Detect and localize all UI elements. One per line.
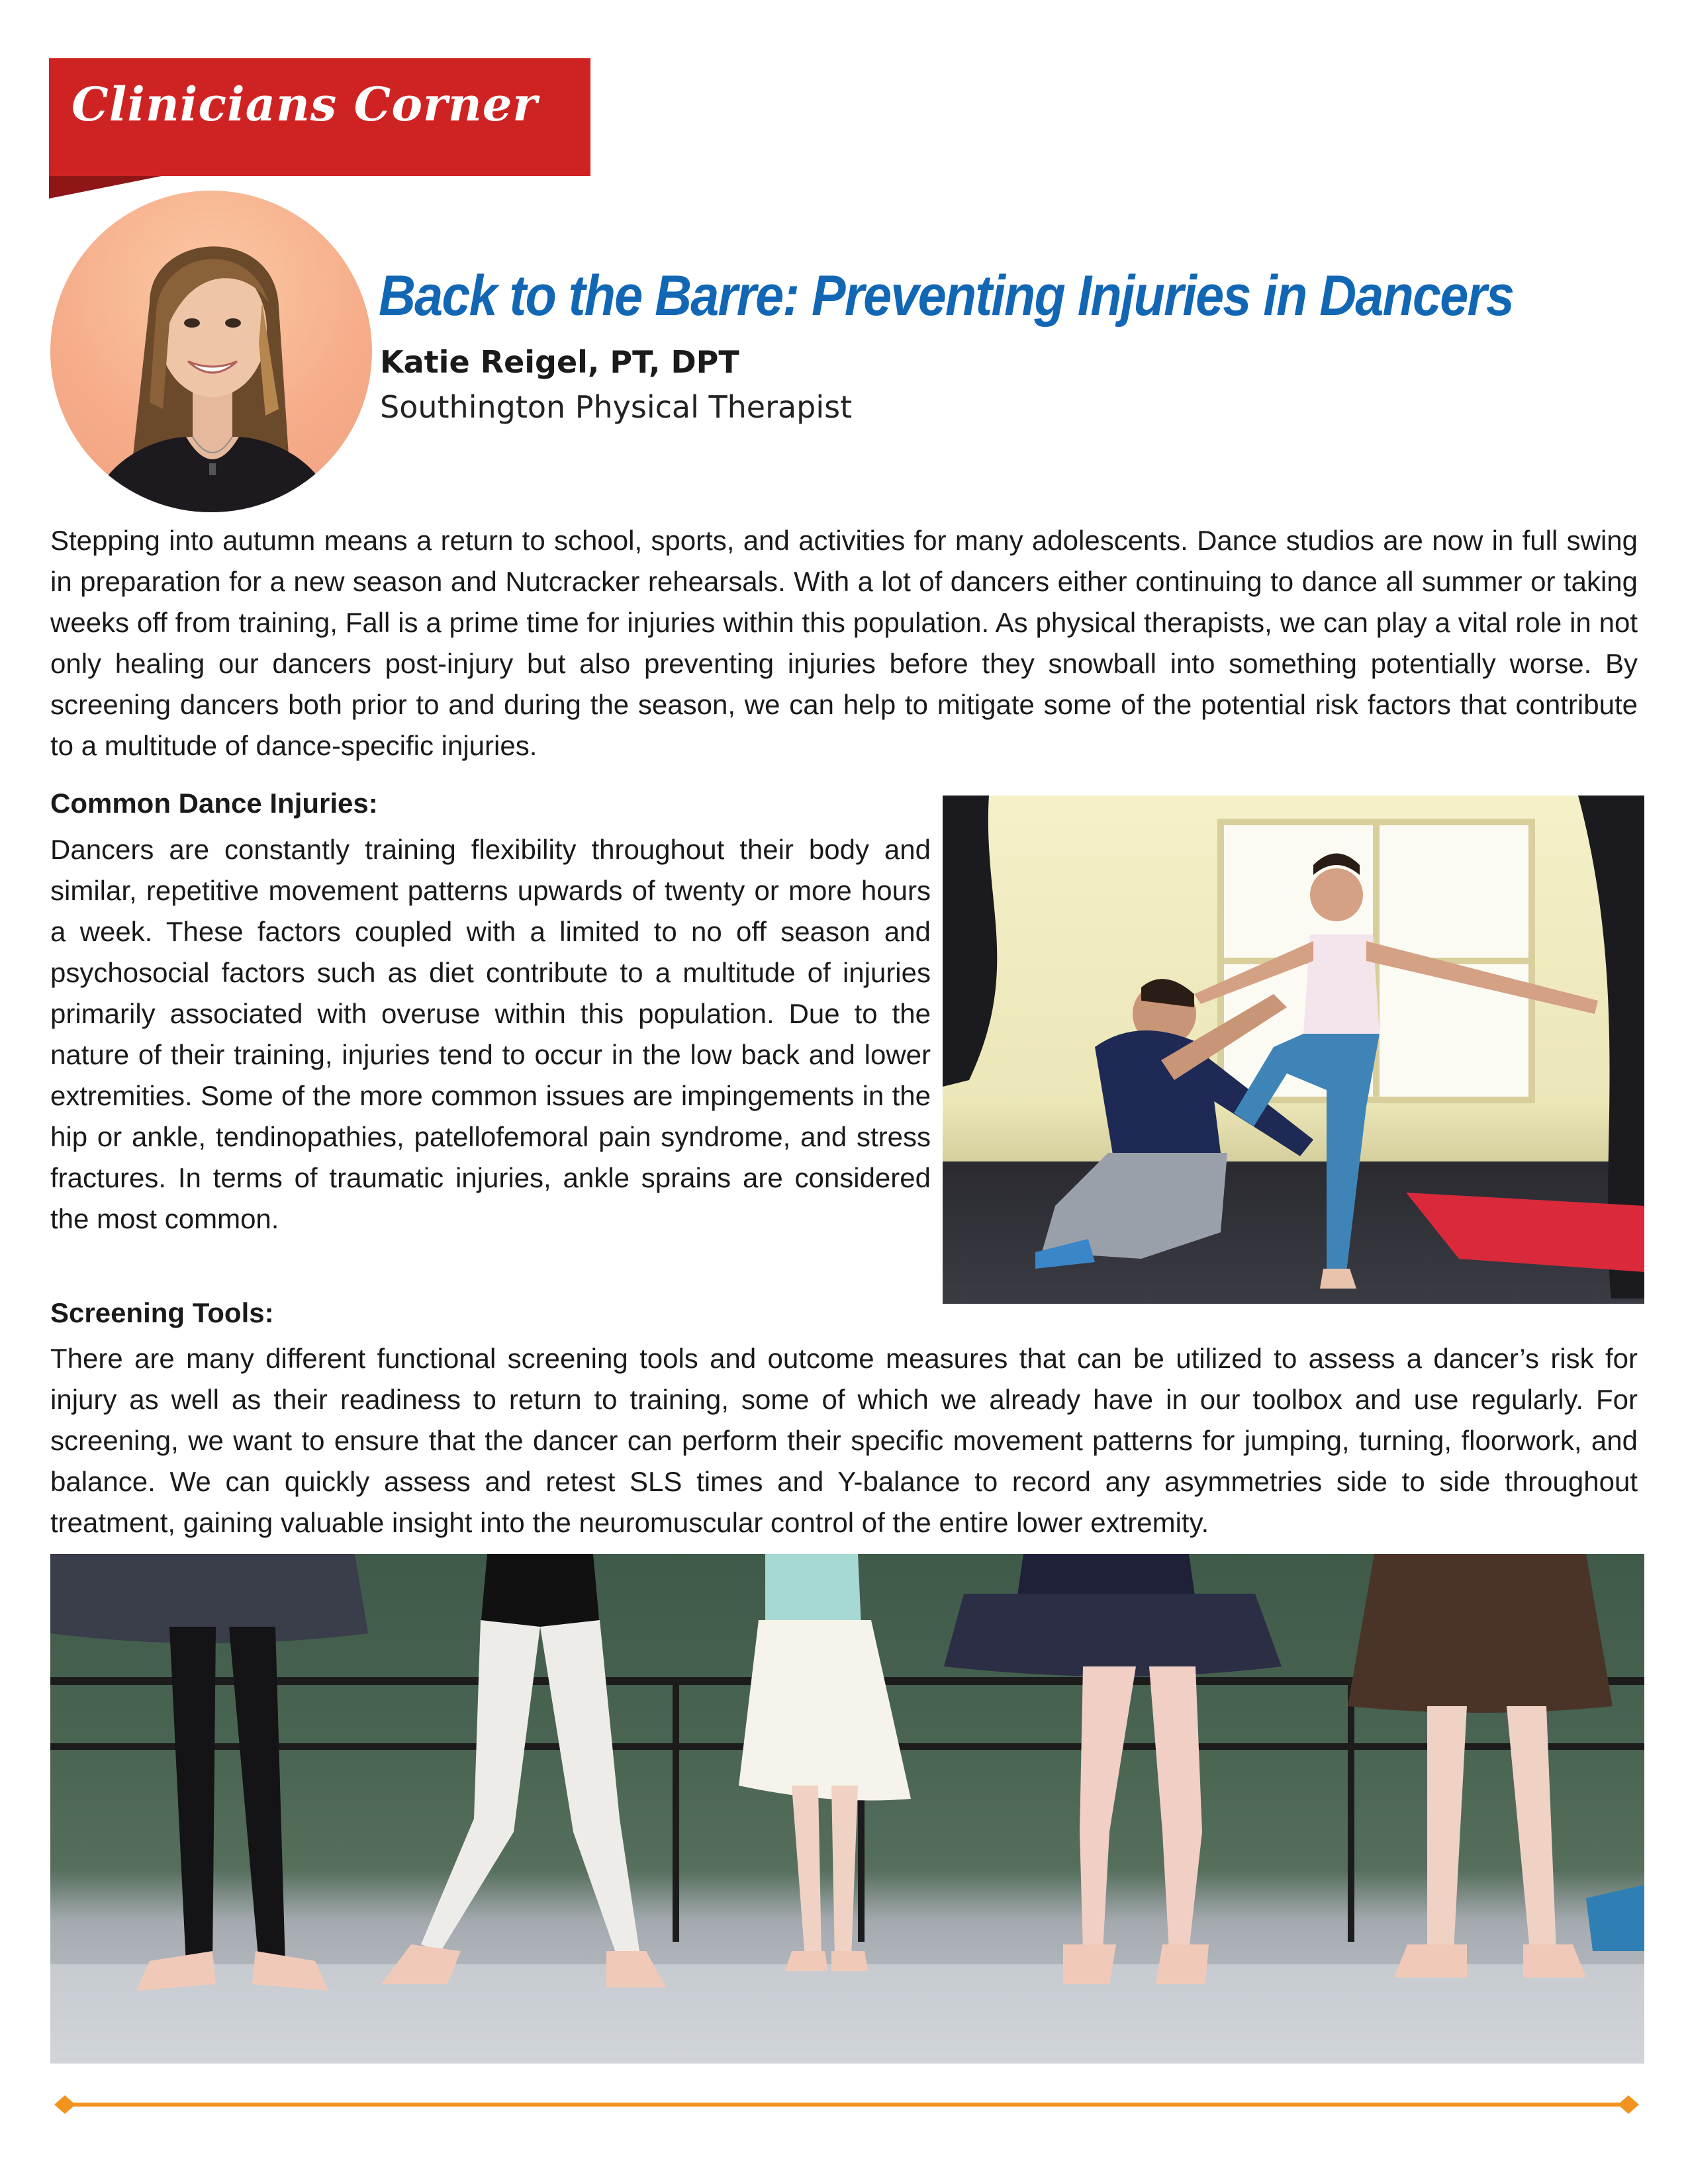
author-portrait <box>50 191 372 512</box>
author-portrait-illustration <box>50 191 372 512</box>
article-title: Back to the Barre: Preventing Injuries in Dancers <box>379 264 1514 328</box>
banner-label: Clinicians Corner <box>71 77 538 132</box>
author-affiliation: Southington Physical Therapist <box>380 389 853 425</box>
photo-therapist-with-dancer <box>943 796 1644 1304</box>
intro-paragraph: Stepping into autumn means a return to school, sports, and activities for many adolescents. Dance studios are now in full swing in preparation for a new season and Nutcracker rehearsals. With a lot of dancers either continuing to dance all summer or taking weeks off from training, Fall is a prime time for injuries within this population. As physical therapists, we can play a vital role in not only healing our dancers post-injury but also preventing injuries before they snowball into something potentially worse. By screening dancers both prior to and during the season, we can help to mitigate some of the potential risk factors that contribute to a multitude of dance-specific injuries. <box>50 525 1638 761</box>
section-heading-common-injuries: Common Dance Injuries: <box>50 788 378 819</box>
section-banner <box>49 58 590 176</box>
footer-divider <box>49 2091 1644 2118</box>
section-heading-screening-tools: Screening Tools: <box>50 1297 274 1328</box>
diamond-icon <box>54 2095 75 2114</box>
banner-ribbon-tail <box>49 176 162 199</box>
section-body-screening-tools: There are many different functional screening tools and outcome measures that can be utilized to assess a dancer’s risk for injury as well as their readiness to return to training, some of which we already have in our toolbox and use regularly. For screening, we want to ensure that the dancer can perform their specific movement patterns for jumping, turning, floorwork, and balance. We can quickly assess and retest SLS times and Y-balance to record any asymmetries side to side throughout treatment, gaining valuable insight into the neuromuscular control of the entire lower extremity. <box>50 1343 1638 1538</box>
author-name: Katie Reigel, PT, DPT <box>380 344 739 380</box>
photo-dancers-at-barre <box>50 1554 1644 2064</box>
section-body-common-injuries: Dancers are constantly training flexibility throughout their body and similar, repetitive movement patterns upwards of twenty or more hours a week. These factors coupled with a limited to no off season and psychosocial factors such as diet contribute to a multitude of injuries primarily associated with overuse within this population. Due to the nature of their training, injuries tend to occur in the low back and lower extremities. Some of the more common issues are impingements in the hip or ankle, tendinopathies, patellofemoral pain syndrome, and stress fractures. In terms of traumatic injuries, ankle sprains are considered the most common. <box>50 834 931 1234</box>
photo-therapist-with-dancer-illustration <box>943 796 1644 1304</box>
footer-divider-line <box>49 2091 1644 2118</box>
photo-dancers-at-barre-illustration <box>50 1554 1644 2064</box>
diamond-icon <box>1618 2095 1639 2114</box>
